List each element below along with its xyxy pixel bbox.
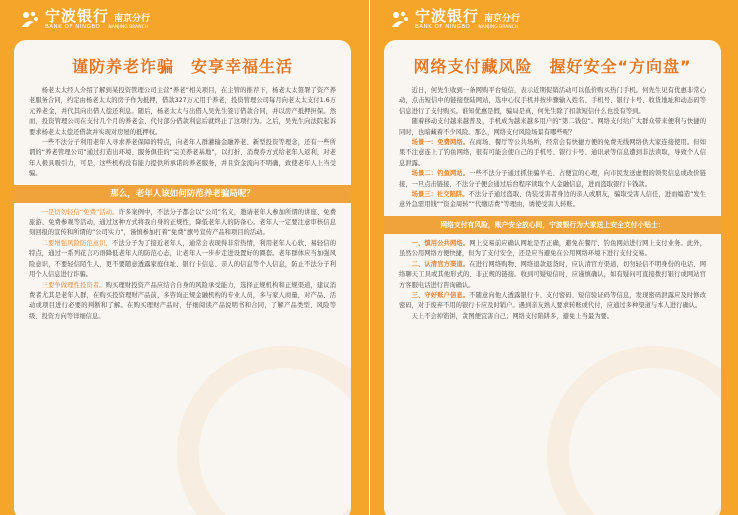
tip-1 [399, 239, 706, 260]
bank-name: 宁波银行 [45, 7, 110, 26]
closing-line: 天上不会掉馅饼，贪图便宜害自己；网络支付陷阱多，避免上当最为要。 [411, 312, 614, 320]
bank-logo-icon [390, 10, 410, 30]
tip-1-heading: 一、慎用公共网络。 [411, 239, 470, 247]
scenario-1 [399, 138, 706, 169]
analysis-paragraph: 一些不法分子利用老年人寻求养老保障的特点，向老年人群灌输金融养老、新型投资等理念，还有一些所谓的“养老管理公司”通过打造出环境、服务俱佳的“完美养老基地”，以打折、消费券方式给老年人返利，对老年人极具吸引力，可是，这些机构没有能力提供所承诺的养老服务，并且资金流向不明确，致使老年人上当受骗。 [29, 139, 336, 178]
tip-2-body: 不法分子为了接近老年人，通常会表现得非常热情，利用老年人心软、易轻信的特点，通过一系列花言巧语降低老年人的防范心态，让老年人一步步走进设置好的圈套。老年群体应当加强风险意识，不要轻信陌生人，更不要随意透露家庭住址、银行卡信息、亲人的信息等个人信息，防止不法分子利用个人信息进行诈骗。 [29, 239, 337, 279]
branch-name: 南京分行 [114, 14, 151, 25]
tip-2-body: 在进行网络购物、网络退款退货时，应认清官方渠道，切勿轻信不明身份的电话、网络聊天工具或其他形式的、非正规的链接。收到可疑短信时，应谨慎确认，如有疑问可直接拨打银行或网站官方客服电话进行咨询确认。 [399, 260, 707, 289]
scenario-2-body: 一些不法分子通过抓住骗羊毛、占便宜的心理，向市民发送虚假的领奖信息或改价链接，一旦点击链接，不法分子便会通过后台程序读取个人金融信息，进而盗取银行卡钱款。 [399, 170, 707, 188]
bank-name: 宁波银行 [415, 7, 480, 26]
branch-name: 南京分行 [484, 14, 521, 25]
tip-3 [399, 291, 706, 312]
tip-3-heading: 三、守好账户信息。 [411, 291, 470, 299]
tip-3-body: 购买理财投资产品应结合自身的风险承受能力，选择正规机构和正规渠道，建议消费者尤其是老年人群，在购买投资理财产品前，多咨询正规金融机构的专业人员，多与家人商量，对产品、活动或项目进行必要的判断和了解。在购买理财产品时，仔细阅读产品说明书和合同，了解产品类型、风险等级、投资方向等详细信息。 [29, 281, 337, 320]
tip-2-heading: 二、认清官方渠道。 [411, 260, 470, 268]
poster-title: 谨防养老诈骗 安享幸福生活 [71, 57, 293, 76]
poster-title: 网络支付藏风险 握好安全“方向盘” [413, 57, 692, 76]
tip-1-heading: 一是切勿轻信“免费”活动。 [41, 208, 119, 216]
branch-name-en: NANJING BRANCH [478, 25, 519, 31]
bank-name-en: BANK OF NINGBO [45, 24, 101, 31]
scenario-2 [399, 169, 706, 190]
story-paragraph: 近日，何先生收到一条网购平台短信，表示近期促销活动可以低价购买热门手机。何先生见有优惠非常心动，点击短信中的链接登陆网站，选中心仪手机并按步骤输入姓名、手机号、银行卡号、收货地址和动态码等信息进行了支付购买。谁知优惠是假，骗局是真，何先生除了扣款短信什么也没有等到。 [399, 87, 706, 115]
bank-logo [20, 6, 150, 34]
bank-logo [390, 6, 520, 34]
scenario-1-heading: 场景一：免费网络。 [411, 139, 470, 147]
tip-3-heading: 三要争做理性投资者。 [41, 281, 106, 289]
watermark-decoration [177, 346, 351, 515]
intro-paragraph: 随着移动支付越来越普及，手机成为越来越多用户的“第二钱包”。网络支付给广大群众带来便利与快捷的同时，也暗藏着不少风险。那么，网络支付风险场景有哪些呢？ [399, 118, 706, 136]
section-banner: 网络支付有风险，账户安全放心间，宁波银行为大家送上安全支付小贴士： [384, 216, 721, 234]
content-card [384, 40, 721, 515]
tip-1-body: 网上交易前应确认网址是否正确，避免在餐厅、钓鱼网站进行网上支付业务。此外，虽然公用网络方便快捷，但为了支付安全，还是应当避免在公用网络环境下进行支付交易。 [399, 239, 707, 258]
scenario-3-heading: 场景三：社交陷阱。 [411, 191, 469, 199]
right-poster [369, 0, 738, 515]
tip-3-body: 不随意向他人透露银行卡、支付密码、短信验证码等信息，发现密码泄露应及时修改密码，对于废弃不用的银行卡应及时销户。遇到亲友熟人要求转账或代付，应通过多种渠道与本人进行确认。 [399, 291, 707, 310]
watermark-decoration [547, 346, 721, 515]
section-banner: 那么，老年人该如何防范养老骗局呢？ [14, 185, 351, 203]
scenario-3 [399, 190, 706, 211]
tip-2 [399, 260, 706, 291]
scenario-3-body: 不法分子通过盗取、伪装受害者身边的亲人或朋友，骗取受害人信任，进而编造“发生意外急需用钱”“资金周转”“代缴话费”等理由，诱使受害人转账。 [399, 191, 707, 209]
bank-logo-icon [20, 10, 40, 30]
tip-2-heading: 二要增强风险防范意识， [41, 239, 113, 247]
bank-name-en: BANK OF NINGBO [415, 24, 471, 31]
tip-1-body: 许多案例中，不法分子都会以“公司”名义，邀请老年人参加所谓的讲座、免费旅游、免费参观等活动，通过这种方式将我自身的正规性，降低老年人的防备心。老年人一定要注意审核信息刻回报的宣传和所谓的“公司实力”，谨慎参加打着“免费”旗号宣传产品和项目的活动。 [29, 208, 336, 237]
scenario-2-heading: 场景二：钓鱼网站。 [411, 170, 470, 178]
story-paragraph: 杨老太太经人介绍了解到某投资管理公司主营“养老”相关项目，在主管的推荐下，杨老太太签署了资产养老服务合同，约定由杨老太太的房子作为抵押，借款327万元用于养老，投资管理公司每月向老太太支付1.6万元养老金，并代其向出借人偿还利息。随后，杨老太太与出借人吴先生签订借款合同，并以房产抵押担保。然而，投资管理公司在支付几个月的养老金、代付部分借款利息后就终止了这项行为。之后，吴先生向法院起诉要求杨老太太偿还借款并实现对房屋的抵押权。 [29, 87, 336, 136]
tip-3 [29, 281, 336, 323]
tip-2 [29, 239, 336, 281]
scenario-1-body: 在商场、餐厅等公共场所，经常会有快捷方便的免费无线网络供大家连接使用。但如果不注意连上了钓鱼网络，很有可能会使自己的手机号、银行卡号、通讯录等信息遭到非法读取，导致个人信息泄露。 [399, 139, 707, 167]
tip-1 [29, 208, 336, 239]
content-card [14, 40, 351, 515]
branch-name-en: NANJING BRANCH [108, 25, 149, 31]
